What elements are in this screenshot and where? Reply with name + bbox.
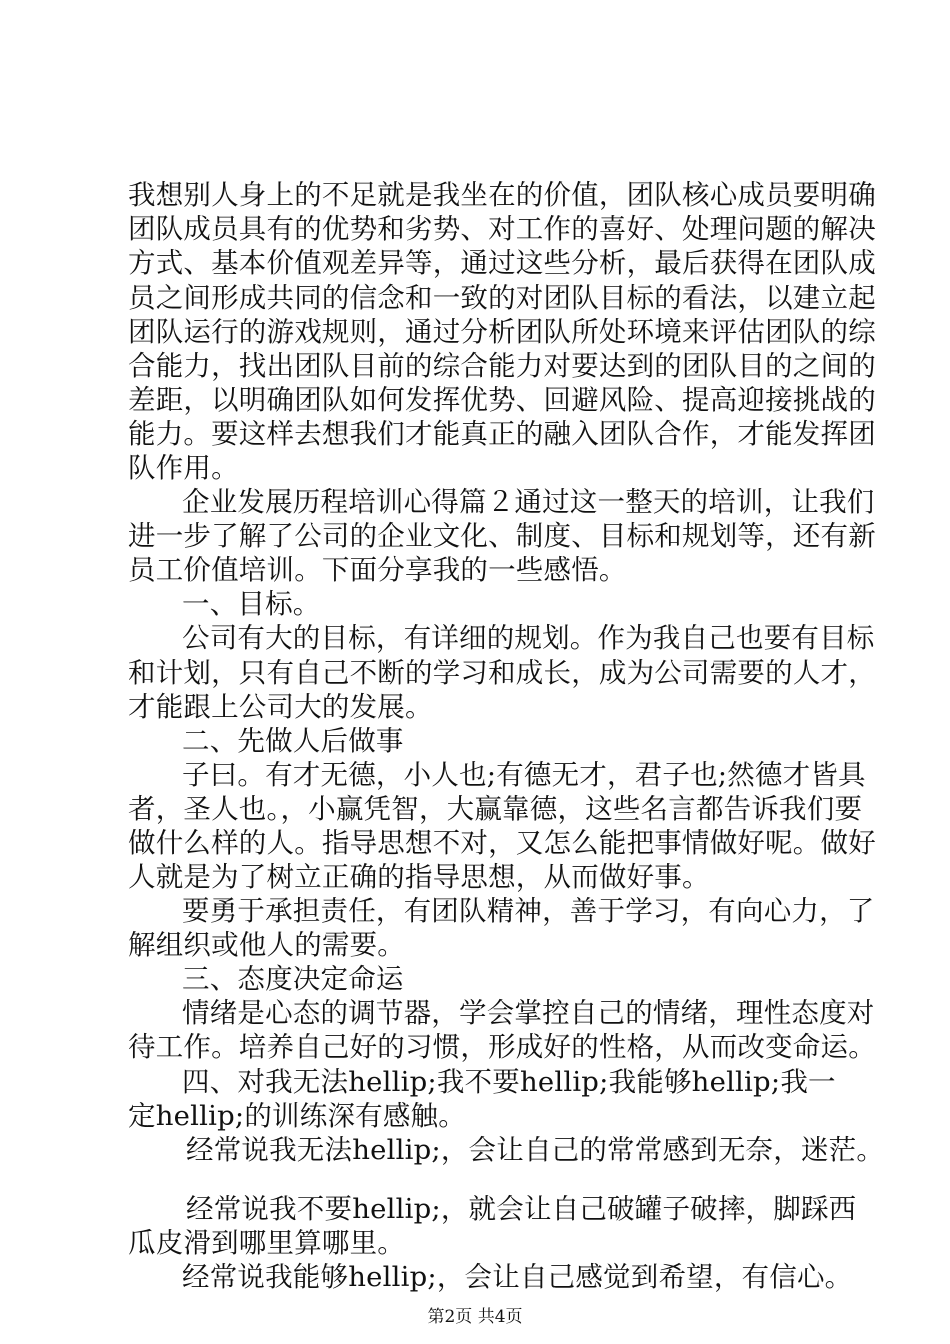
paragraph-line: 公司有大的目标，有详细的规划。作为我自己也要有目标 [182, 622, 875, 654]
paragraph-line: 人就是为了树立正确的指导思想，从而做好事。 [128, 861, 710, 893]
paragraph-line: 员之间形成共同的信念和一致的对团队目标的看法，以建立起 [128, 282, 876, 314]
paragraph-line: 情绪是心态的调节器，学会掌控自己的情绪，理性态度对 [182, 997, 875, 1029]
paragraph-line: 待工作。培养自己好的习惯，形成好的性格，从而改变命运。 [128, 1031, 876, 1063]
paragraph-line: 者，圣人也。，小赢凭智，大赢靠德，这些名言都告诉我们要 [128, 793, 863, 825]
paragraph-line: 队作用。 [128, 452, 239, 484]
paragraph-line: 差距，以明确团队如何发挥优势、回避风险、提高迎接挑战的 [128, 384, 876, 416]
paragraph-line: 团队运行的游戏规则，通过分析团队所处环境来评估团队的综 [128, 316, 876, 348]
paragraph-line: 进一步了解了公司的企业文化、制度、目标和规划等，还有新 [128, 520, 876, 552]
section-heading: 三、态度决定命运 [182, 963, 404, 995]
paragraph-line: 经常说我能够hellip;，会让自己感觉到希望，有信心。 [182, 1261, 853, 1293]
page-number-footer: 第2页 共4页 [427, 1307, 523, 1327]
paragraph-line: 能力。要这样去想我们才能真正的融入团队合作，才能发挥团 [128, 418, 876, 450]
paragraph-line: 要勇于承担责任，有团队精神，善于学习，有向心力，了 [182, 895, 875, 927]
paragraph-line: 员工价值培训。下面分享我的一些感悟。 [128, 554, 627, 586]
paragraph-line: 经常说我不要hellip;，就会让自己破罐子破摔，脚踩西 [186, 1193, 857, 1225]
paragraph-line: 合能力，找出团队目前的综合能力对要达到的团队目的之间的 [128, 350, 876, 382]
paragraph-line: 团队成员具有的优势和劣势、对工作的喜好、处理问题的解决 [128, 213, 876, 245]
paragraph-line: 方式、基本价值观差异等，通过这些分析，最后获得在团队成 [128, 247, 876, 279]
paragraph-line: 企业发展历程培训心得篇２通过这一整天的培训，让我们 [182, 486, 875, 518]
paragraph-line: 定hellip;的训练深有感触。 [128, 1100, 466, 1132]
paragraph-line: 才能跟上公司大的发展。 [128, 691, 433, 723]
paragraph-line: 做什么样的人。指导思想不对，又怎么能把事情做好呢。做好 [128, 827, 876, 859]
paragraph-line: 瓜皮滑到哪里算哪里。 [128, 1227, 405, 1259]
paragraph-line: 和计划，只有自己不断的学习和成长，成为公司需要的人才， [128, 657, 876, 689]
paragraph-line: 子曰。有才无德，小人也;有德无才，君子也;然德才皆具 [182, 759, 866, 791]
paragraph-line: 四、对我无法hellip;我不要hellip;我能够hellip;我一 [182, 1066, 836, 1098]
paragraph-line: 经常说我无法hellip;，会让自己的常常感到无奈，迷茫。 [186, 1134, 885, 1166]
paragraph-line: 我想别人身上的不足就是我坐在的价值，团队核心成员要明确 [128, 179, 876, 211]
section-heading: 二、先做人后做事 [182, 725, 404, 757]
section-heading: 一、目标。 [182, 588, 321, 620]
paragraph-line: 解组织或他人的需要。 [128, 929, 405, 961]
